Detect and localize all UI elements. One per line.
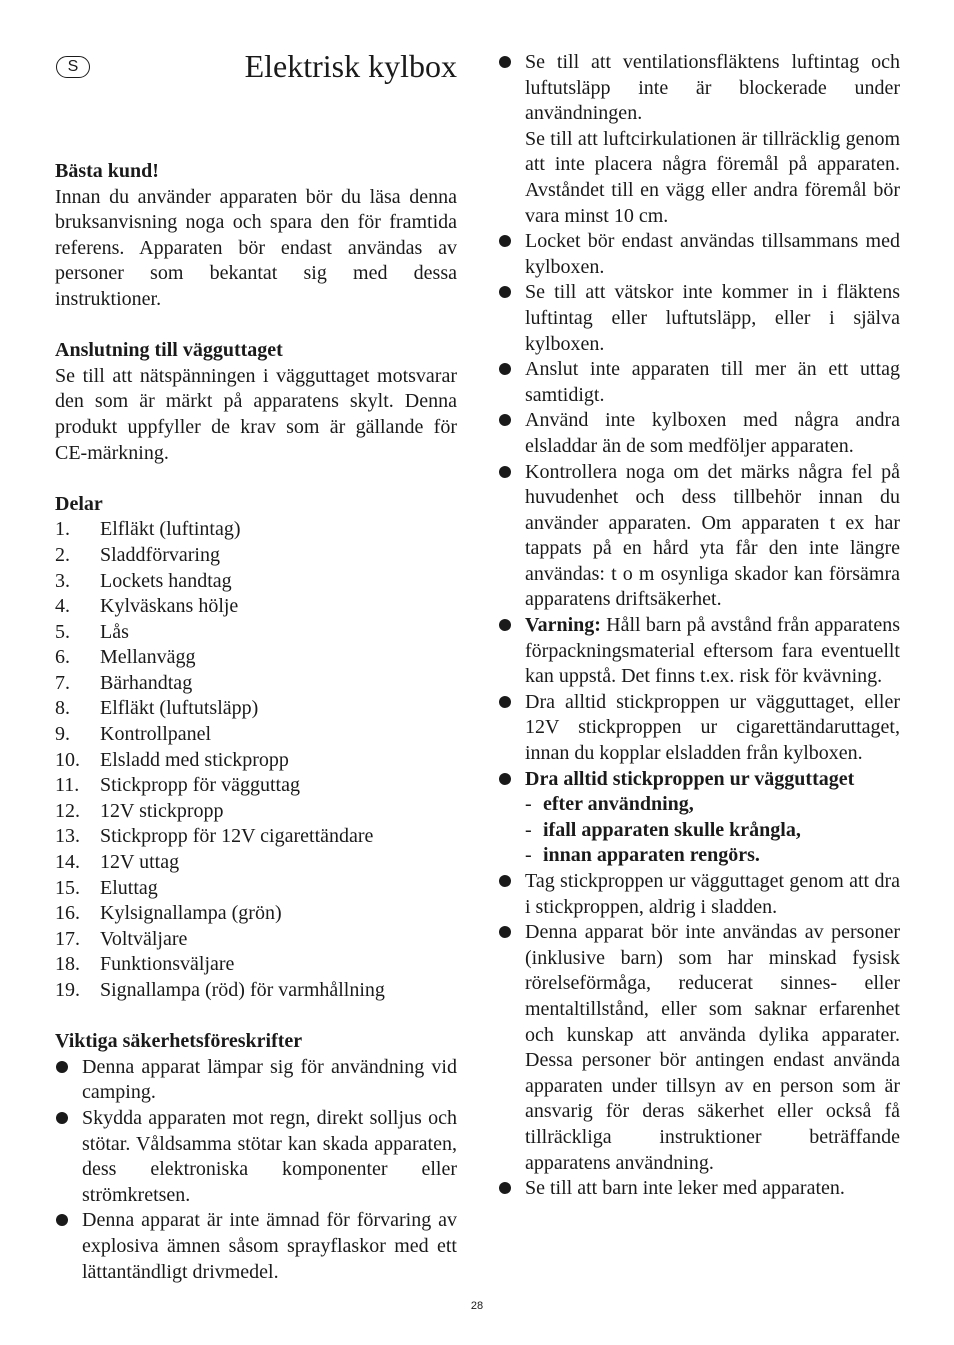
part-number: 10. bbox=[55, 748, 80, 771]
list-item: Skydda apparaten mot regn, direkt solljus och stötar. Våldsamma stötar kan skada apparaten, dess elektroniska komponenter eller strömkretsen. bbox=[55, 1106, 457, 1208]
list-item bbox=[55, 748, 457, 774]
part-number: 8. bbox=[55, 697, 70, 720]
bullet-text: Se till att luftcirkulationen är tillräcklig genom att inte placera några föremål på apparaten. Avståndet till en vägg eller andra föremål bör vara minst 10 cm. bbox=[525, 127, 900, 227]
page-title: Elektrisk kylbox bbox=[244, 48, 457, 84]
part-number: 6. bbox=[55, 646, 70, 669]
safety-heading: Viktiga säkerhetsföreskrifter bbox=[55, 1030, 303, 1053]
part-label: Elfläkt (luftutsläpp) bbox=[100, 697, 259, 720]
part-number: 14. bbox=[55, 851, 80, 874]
list-item: Tag stickproppen ur vägguttaget genom att dra i stickproppen, aldrig i sladden. bbox=[498, 869, 900, 920]
bullet-text: Se till att ventilationsfläktens luftintag och luftutsläpp inte är blockerade under användningen. bbox=[525, 51, 900, 125]
sub-item-text: innan apparaten rengörs. bbox=[543, 844, 760, 867]
part-label: Signallampa (röd) för varmhållning bbox=[100, 979, 385, 1001]
bullet-heading: Dra alltid stickproppen ur vägguttaget bbox=[525, 767, 855, 790]
list-item: Kontrollera noga om det märks några fel på huvudenhet och dess tillbehör innan du använder apparaten. Om apparaten t ex har tappats på en hård yta får den inte längre användas: t o m osynliga skador kan försämra apparatens driftsäkerhet. bbox=[498, 460, 900, 614]
intro-heading: Bästa kund! bbox=[55, 160, 159, 182]
list-item: Se till att barn inte leker med apparaten. bbox=[498, 1176, 900, 1202]
part-number: 4. bbox=[55, 595, 70, 618]
part-number: 9. bbox=[55, 723, 70, 746]
list-item bbox=[55, 645, 457, 671]
list-item: Denna apparat bör inte användas av personer (inklusive barn) som har minskad fysisk rörelseförmåga, reducerat sinnes- eller mentaltillstånd, eller som saknar erfarenhet och kunskap att använda dylika apparater. Dessa personer bör antingen endast använda apparaten under tillsyn av en person som är ansvarig för deras säkerhet eller också få tillräckliga instruktioner beträffande apparatens användning. bbox=[498, 920, 900, 1176]
part-label: Lockets handtag bbox=[100, 569, 232, 592]
list-item: Anslut inte apparaten till mer än ett uttag samtidigt. bbox=[498, 357, 900, 408]
sub-item: - ifall apparaten skulle krångla, bbox=[525, 818, 900, 844]
list-item bbox=[55, 722, 457, 748]
page-number: 28 bbox=[470, 1300, 484, 1312]
part-label: Eluttag bbox=[100, 876, 158, 899]
list-item: Denna apparat är inte ämnad för förvaring av explosiva ämnen såsom sprayflaskor med ett lättantändligt drivmedel. bbox=[55, 1208, 457, 1285]
part-label: Stickpropp för vägguttag bbox=[100, 774, 300, 797]
connection-text: Se till att nätspänningen i vägguttaget motsvarar den som är märkt på apparatens skylt. Denna produkt uppfyller de krav som är gällande för CE-märkning. bbox=[55, 364, 457, 464]
list-item bbox=[55, 978, 457, 1004]
part-label: Stickpropp för 12V cigarettändare bbox=[100, 825, 374, 848]
part-number: 16. bbox=[55, 902, 80, 925]
list-item bbox=[498, 613, 900, 690]
safety-list-left bbox=[55, 1055, 457, 1285]
language-badge: S bbox=[56, 56, 90, 78]
part-label: Bärhandtag bbox=[100, 671, 193, 694]
list-item: Använd inte kylboxen med några andra elsladdar än de som medföljer apparaten. bbox=[498, 408, 900, 459]
part-number: 7. bbox=[55, 671, 70, 694]
list-item: Dra alltid stickproppen ur vägguttaget, eller 12V stickproppen ur cigarettändaruttaget, innan du kopplar elsladden från kylboxen. bbox=[498, 690, 900, 767]
part-number: 12. bbox=[55, 799, 80, 822]
list-item bbox=[55, 850, 457, 876]
parts-list bbox=[55, 517, 457, 1003]
part-label: Kontrollpanel bbox=[100, 723, 212, 746]
part-label: Elsladd med stickpropp bbox=[100, 748, 289, 771]
intro-text: Innan du använder apparaten bör du läsa denna bruksanvisning noga och spara den för framtida referens. Apparaten bör endast användas av personer som bekantat sig med dessa instruktioner. bbox=[55, 185, 457, 310]
list-item bbox=[55, 594, 457, 620]
part-number: 5. bbox=[55, 620, 70, 643]
list-item bbox=[498, 767, 900, 869]
part-label: Voltväljare bbox=[100, 927, 188, 950]
list-item bbox=[55, 824, 457, 850]
part-number: 17. bbox=[55, 927, 80, 950]
part-label: 12V stickpropp bbox=[100, 799, 224, 822]
warning-label: Varning: bbox=[525, 614, 601, 637]
part-number: 18. bbox=[55, 953, 80, 976]
part-label: Kylsignallampa (grön) bbox=[100, 902, 282, 925]
sub-item-text: ifall apparaten skulle krångla, bbox=[543, 818, 801, 841]
part-number: 1. bbox=[55, 518, 70, 541]
part-number: 13. bbox=[55, 825, 80, 848]
list-item bbox=[55, 901, 457, 927]
list-item bbox=[55, 952, 457, 978]
connection-heading: Anslutning till vägguttaget bbox=[55, 339, 283, 362]
part-number: 15. bbox=[55, 876, 80, 899]
list-item bbox=[55, 799, 457, 825]
list-item bbox=[55, 696, 457, 722]
list-item bbox=[55, 671, 457, 697]
list-item: Locket bör endast användas tillsammans med kylboxen. bbox=[498, 229, 900, 280]
safety-list-right bbox=[498, 50, 900, 1202]
parts-heading: Delar bbox=[55, 492, 103, 515]
part-number: 19. bbox=[55, 979, 80, 1001]
part-label: Elfläkt (luftintag) bbox=[100, 518, 241, 541]
bullet-text: Håll barn på avstånd från apparatens förpackningsmaterial eftersom fara eventuellt kan uppstå. Det finns t.ex. risk för kvävning. bbox=[525, 614, 900, 688]
sub-item-text: efter användning, bbox=[543, 793, 694, 816]
left-column bbox=[55, 159, 457, 1285]
part-label: Lås bbox=[100, 620, 129, 643]
part-number: 11. bbox=[55, 774, 80, 797]
list-item bbox=[498, 50, 900, 229]
part-number: 2. bbox=[55, 543, 70, 566]
list-item bbox=[55, 543, 457, 569]
list-item bbox=[55, 773, 457, 799]
part-label: Funktionsväljare bbox=[100, 953, 235, 976]
list-item bbox=[55, 927, 457, 953]
list-item bbox=[55, 517, 457, 543]
sub-item: - efter användning, bbox=[525, 792, 900, 818]
part-label: Sladdförvaring bbox=[100, 543, 220, 566]
part-label: Kylväskans hölje bbox=[100, 595, 239, 618]
right-column bbox=[498, 50, 900, 1202]
part-number: 3. bbox=[55, 569, 70, 592]
list-item bbox=[55, 876, 457, 902]
list-item bbox=[55, 569, 457, 595]
list-item: Se till att vätskor inte kommer in i fläktens luftintag eller luftutsläpp, eller i själva kylboxen. bbox=[498, 280, 900, 357]
list-item: Denna apparat lämpar sig för användning vid camping. bbox=[55, 1055, 457, 1106]
part-label: 12V uttag bbox=[100, 851, 180, 874]
sub-item: - innan apparaten rengörs. bbox=[525, 843, 900, 869]
part-label: Mellanvägg bbox=[100, 646, 196, 669]
list-item bbox=[55, 620, 457, 646]
